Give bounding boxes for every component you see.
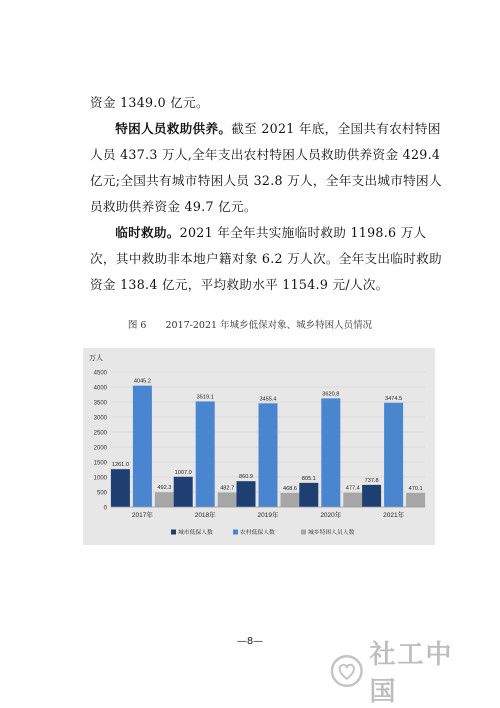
y-tick-label: 4500 xyxy=(93,370,107,377)
bar xyxy=(321,398,340,507)
data-label: 1007.0 xyxy=(174,469,192,476)
bar xyxy=(218,493,237,507)
bar xyxy=(299,483,318,507)
bar xyxy=(259,403,278,507)
legend-swatch xyxy=(171,530,176,535)
bar xyxy=(343,493,362,507)
x-tick-label: 2019年 xyxy=(257,512,279,519)
data-label: 482.7 xyxy=(220,485,235,492)
legend-swatch xyxy=(233,530,238,535)
x-tick-label: 2020年 xyxy=(320,512,342,519)
data-label: 3519.1 xyxy=(196,394,214,401)
y-tick-label: 500 xyxy=(96,490,107,497)
x-tick-label: 2021年 xyxy=(383,512,405,519)
bar xyxy=(155,492,174,507)
data-label: 477.4 xyxy=(345,485,360,492)
legend-label: 城市低保人数 xyxy=(178,530,213,536)
page-number: —8— xyxy=(236,636,264,647)
section-lead-special-support: 特困人员救助供养。 xyxy=(115,121,232,136)
y-tick-label: 3000 xyxy=(93,415,107,422)
bar-chart xyxy=(83,348,435,545)
chart-container xyxy=(83,348,435,545)
y-tick-label: 1500 xyxy=(93,460,107,467)
y-tick-label: 3500 xyxy=(93,400,107,407)
x-tick-label: 2017年 xyxy=(131,512,153,519)
data-label: 470.1 xyxy=(408,485,423,492)
figure-title xyxy=(0,317,500,331)
bar xyxy=(174,477,193,507)
bar xyxy=(237,481,256,507)
watermark xyxy=(330,640,480,707)
legend-label: 城乡特困人员人数 xyxy=(308,530,355,536)
bar xyxy=(111,469,130,507)
bar xyxy=(281,493,300,507)
legend-swatch xyxy=(301,530,306,535)
bar xyxy=(406,493,425,507)
paragraph-text: 2021 年全年共实施临时救助 1198.6 万人次，其中救助非本地户籍对象 6.2 万人次。全年支出临时救助资金 138.4 亿元，平均救助水平 1154.9 元/人次。 xyxy=(90,225,442,292)
watermark-text: 社工中国 xyxy=(369,640,454,707)
bar xyxy=(384,403,403,507)
data-label: 4045.2 xyxy=(133,378,151,385)
heart-hands-logo-icon xyxy=(330,654,364,688)
y-tick-label: 2000 xyxy=(93,445,107,452)
data-label: 468.6 xyxy=(283,485,297,492)
y-tick-label: 4000 xyxy=(93,385,107,392)
y-tick-label: 0 xyxy=(103,505,107,512)
data-label: 3620.8 xyxy=(322,391,340,398)
y-axis-label: 万人 xyxy=(89,355,103,362)
bar xyxy=(196,401,215,507)
y-tick-label: 1000 xyxy=(93,475,107,482)
data-label: 1261.0 xyxy=(111,462,129,469)
bar xyxy=(362,485,381,507)
figure-caption: 2017-2021 年城乡低保对象、城乡特困人员情况 xyxy=(165,320,373,331)
paragraph-text: 资金 1349.0 亿元。 xyxy=(90,95,209,110)
section-lead-temporary-relief: 临时救助。 xyxy=(115,225,180,240)
data-label: 3474.5 xyxy=(385,395,403,402)
paragraph-funding-tail xyxy=(90,90,448,116)
y-tick-label: 2500 xyxy=(93,430,107,437)
paragraph-text: 截至 2021 年底，全国共有农村特困人员 437.3 万人,全年支出农村特困人员救助供养资金 429.4 亿元;全国共有城市特困人员 32.8 万人，全年支出城市特困人员救助供养资金 49.7 亿元。 xyxy=(90,121,442,214)
bar xyxy=(133,386,152,507)
data-label: 860.9 xyxy=(239,474,253,481)
data-label: 737.8 xyxy=(364,477,379,484)
x-tick-label: 2018年 xyxy=(194,512,216,519)
paragraph-special-support xyxy=(90,116,448,220)
paragraph-temporary-relief xyxy=(90,220,448,298)
figure-number: 图 6 xyxy=(127,320,147,331)
data-label: 492.3 xyxy=(157,485,172,492)
data-label: 3455.4 xyxy=(259,396,277,403)
legend-label: 农村低保人数 xyxy=(240,530,275,536)
data-label: 805.1 xyxy=(301,475,316,482)
